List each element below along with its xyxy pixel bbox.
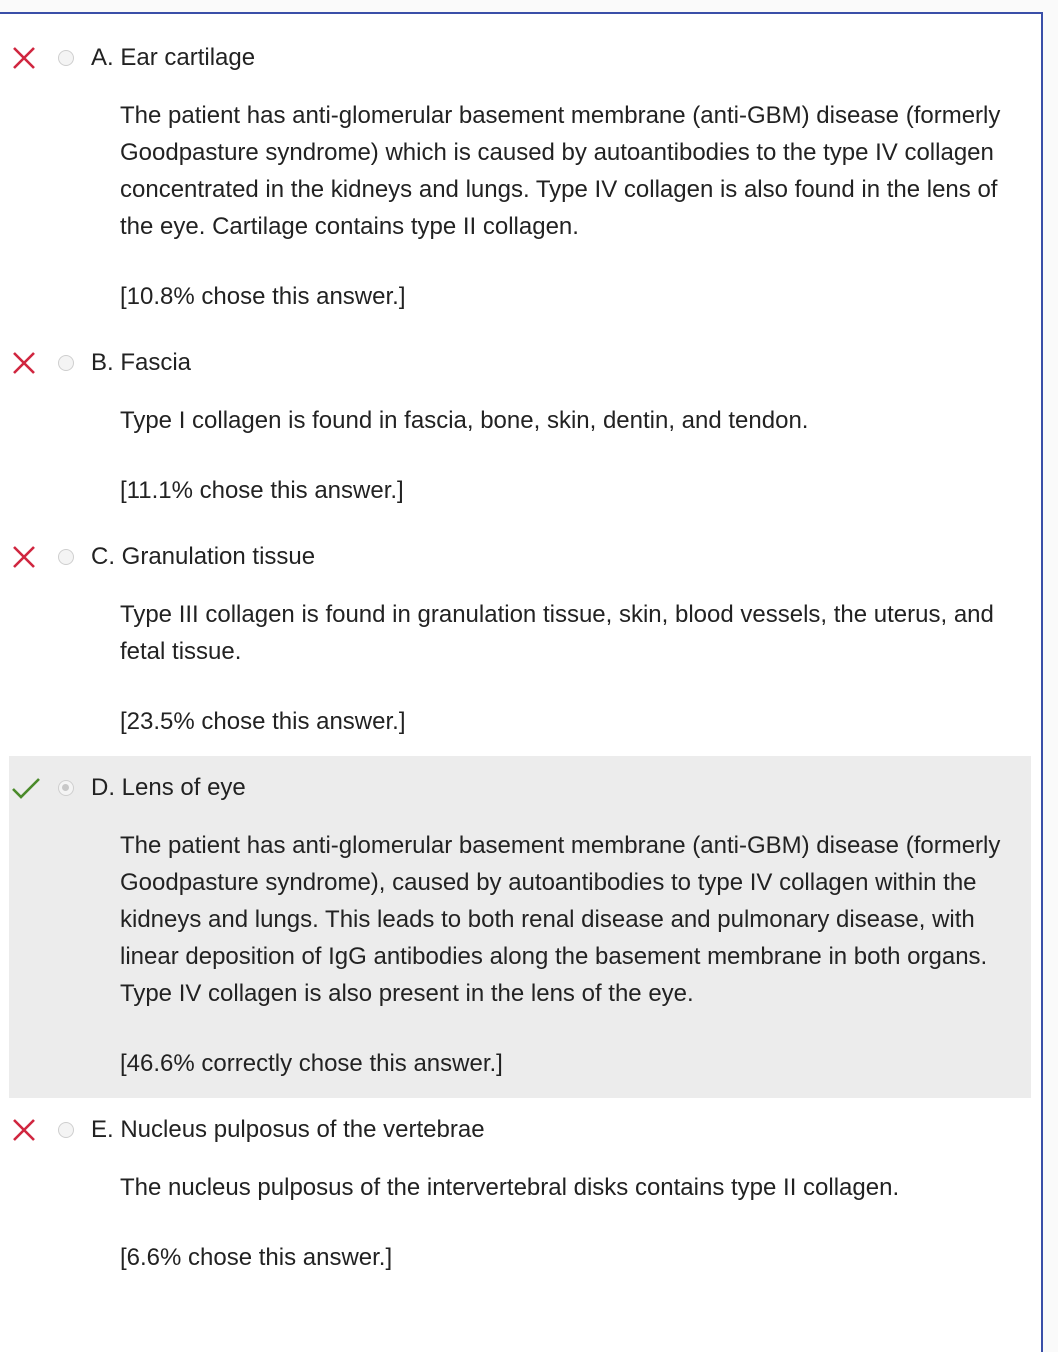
option-label[interactable]: E. Nucleus pulposus of the vertebrae	[91, 1115, 485, 1143]
option-header	[9, 538, 1031, 575]
option-label[interactable]: B. Fascia	[91, 348, 192, 376]
answer-option-e	[9, 1096, 1031, 1290]
option-radio[interactable]	[58, 549, 74, 565]
option-explanation: The patient has anti-glomerular basement membrane (anti-GBM) disease (formerly Goodpasture syndrome), caused by autoantibodies to type IV collagen within the kidneys and lungs. This leads to both renal disease and pulmonary disease, with linear deposition of IgG antibodies along the basement membrane in both organs. Type IV collagen is also present in the lens of the eye.	[120, 831, 1001, 1007]
option-explanation: Type III collagen is found in granulation tissue, skin, blood vessels, the uterus, and fetal tissue.	[120, 600, 994, 665]
answer-option-a	[9, 24, 1031, 329]
answer-option-d	[9, 756, 1031, 1098]
option-percent: [10.8% chose this answer.]	[120, 282, 406, 310]
option-explanation: The nucleus pulposus of the intervertebral disks contains type II collagen.	[120, 1173, 900, 1201]
answer-option-c	[9, 523, 1031, 754]
option-header	[9, 39, 1031, 76]
option-explanation: The patient has anti-glomerular basement membrane (anti-GBM) disease (formerly Goodpasture syndrome) which is caused by autoantibodies to the type IV collagen concentrated in the kidneys and lungs. Type IV collagen is also found in the lens of the eye. Cartilage contains type II collagen.	[120, 101, 1001, 240]
option-label[interactable]: D. Lens of eye	[91, 773, 246, 801]
option-header	[9, 344, 1031, 381]
answer-options-list	[9, 24, 1031, 1290]
option-percent: [23.5% chose this answer.]	[120, 707, 406, 735]
answer-option-b	[9, 329, 1031, 523]
option-label[interactable]: C. Granulation tissue	[91, 542, 316, 570]
x-icon	[11, 1117, 37, 1143]
x-icon	[11, 45, 37, 71]
answer-explanations-panel	[0, 12, 1043, 1352]
option-radio[interactable]	[58, 50, 74, 66]
option-percent: [46.6% correctly chose this answer.]	[120, 1049, 503, 1077]
x-icon	[11, 350, 37, 376]
x-icon	[11, 544, 37, 570]
option-explanation: Type I collagen is found in fascia, bone, skin, dentin, and tendon.	[120, 406, 809, 434]
option-percent: [11.1% chose this answer.]	[120, 476, 404, 504]
option-header	[9, 769, 1031, 806]
option-header	[9, 1111, 1031, 1148]
check-icon	[11, 775, 37, 801]
option-radio[interactable]	[58, 355, 74, 371]
option-label[interactable]: A. Ear cartilage	[91, 43, 256, 71]
option-percent: [6.6% chose this answer.]	[120, 1243, 393, 1271]
option-radio[interactable]	[58, 1122, 74, 1138]
option-radio[interactable]	[58, 780, 74, 796]
